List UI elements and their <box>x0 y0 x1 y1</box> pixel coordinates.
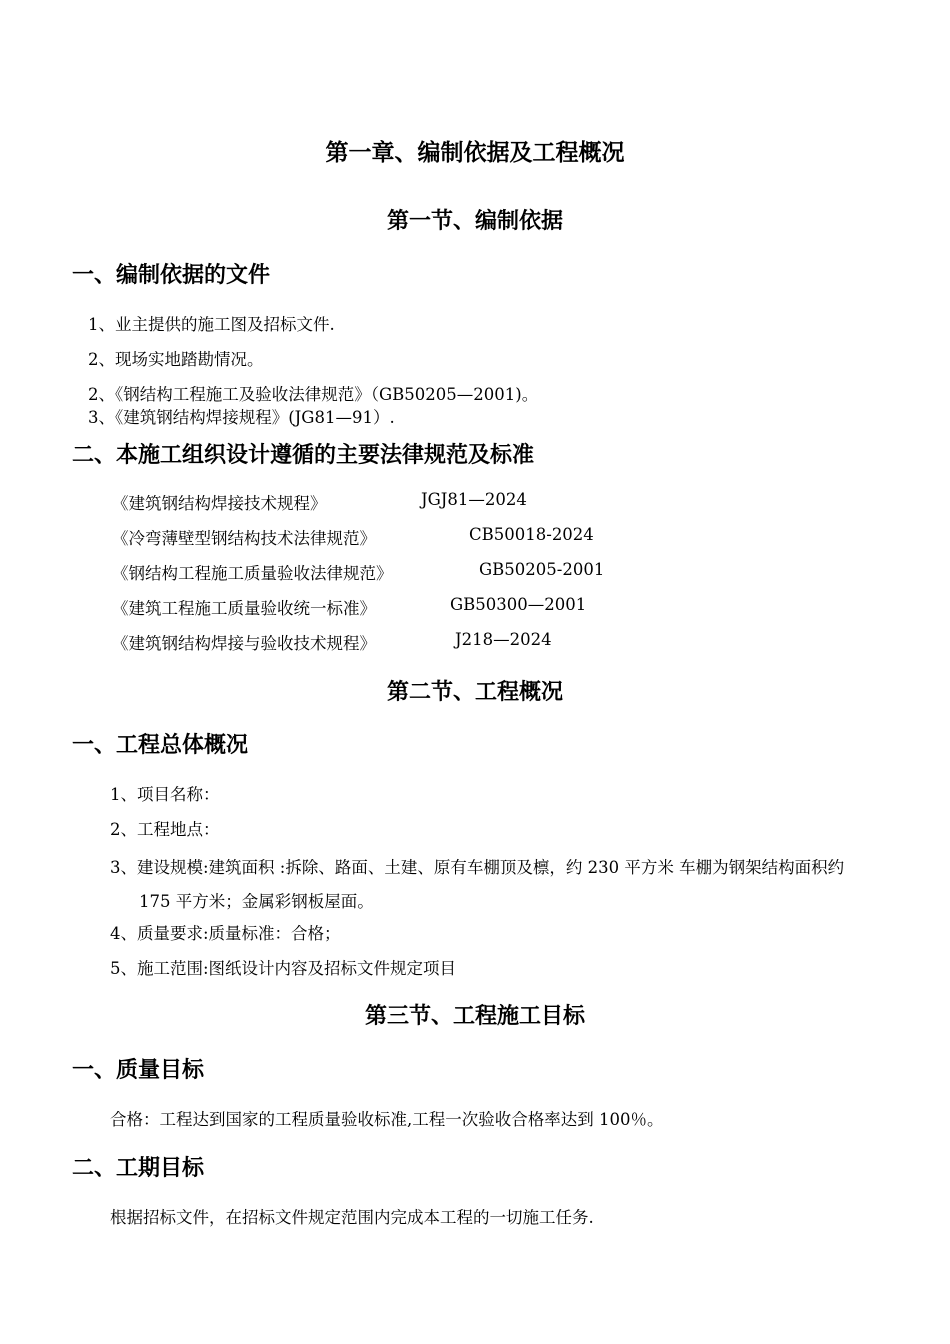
paragraph-schedule: 根据招标文件，在招标文件规定范围内完成本工程的一切施工任务. <box>110 1208 594 1227</box>
section-title-basis: 第一节、编制依据 <box>386 209 563 234</box>
standard-name: 《钢结构工程施工质量验收法律规范》 <box>112 564 393 583</box>
standard-code: GB50205-2001 <box>479 560 605 579</box>
standard-code: JGJ81—2024 <box>421 490 527 509</box>
subsection-title-basis-documents: 一、编制依据的文件 <box>72 263 271 288</box>
paragraph-quality: 合格：工程达到国家的工程质量验收标准,工程一次验收合格率达到 100％。 <box>110 1110 664 1129</box>
subsection-title-standards: 二、本施工组织设计遵循的主要法律规范及标准 <box>72 443 535 468</box>
list-item: 2、工程地点： <box>110 820 220 839</box>
subsection-title-schedule: 二、工期目标 <box>72 1156 205 1181</box>
chapter-title: 第一章、编制依据及工程概况 <box>325 140 625 166</box>
standard-name: 《建筑钢结构焊接技术规程》 <box>112 494 327 513</box>
standard-name: 《建筑钢结构焊接与验收技术规程》 <box>112 634 376 653</box>
standard-code: J218—2024 <box>455 630 552 649</box>
list-item: 5、施工范围:图纸设计内容及招标文件规定项目 <box>110 959 457 978</box>
list-item: 1、业主提供的施工图及招标文件. <box>88 315 335 334</box>
standard-name: 《建筑工程施工质量验收统一标准》 <box>112 599 376 618</box>
list-item: 3、建设规模:建筑面积 :拆除、路面、土建、原有车棚顶及檩，约 230 平方米 车棚为钢架结构面积约 175 平方米；金属彩钢板屋面。 <box>110 858 845 911</box>
standard-code: CB50018-2024 <box>469 525 594 544</box>
standard-name: 《冷弯薄壁型钢结构技术法律规范》 <box>112 529 376 548</box>
list-item: 2、现场实地踏勘情况。 <box>88 350 264 369</box>
list-item: 2、《钢结构工程施工及验收法律规范》（GB50205—2001)。 <box>88 385 539 404</box>
standard-code: GB50300—2001 <box>450 595 587 614</box>
section-title-targets: 第三节、工程施工目标 <box>364 1004 585 1029</box>
list-item: 4、质量要求:质量标准：合格； <box>110 924 341 943</box>
subsection-title-overall: 一、工程总体概况 <box>72 733 249 758</box>
list-item: 1、项目名称： <box>110 785 220 804</box>
section-title-overview: 第二节、工程概况 <box>386 680 563 705</box>
list-item: 3、《建筑钢结构焊接规程》(JG81—91）. <box>88 408 395 427</box>
subsection-title-quality: 一、质量目标 <box>72 1058 205 1083</box>
